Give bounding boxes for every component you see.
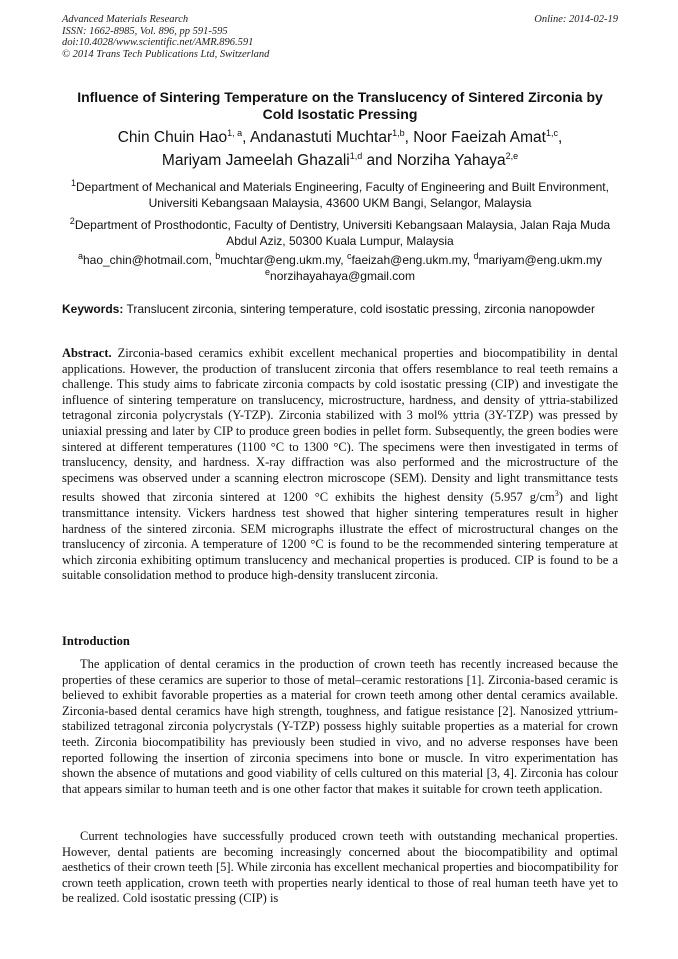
doi-line: doi:10.4028/www.scientific.net/AMR.896.591 <box>62 37 254 48</box>
email-sup: c <box>346 251 352 261</box>
author-name: Noor Faeizah Amat <box>413 129 546 146</box>
keywords-text: Translucent zirconia, sintering temperature, cold isostatic pressing, zirconia nanopowder <box>126 302 595 316</box>
author-name: Andanastuti Muchtar <box>249 129 393 146</box>
issn-line: ISSN: 1662-8985, Vol. 896, pp 591-595 <box>62 25 228 37</box>
copyright-line: © 2014 Trans Tech Publications Ltd, Switzerland <box>62 48 270 60</box>
keywords-label: Keywords: <box>62 302 124 316</box>
email-link[interactable]: faeizah@eng.ukm.my, <box>351 253 471 267</box>
journal-header <box>62 14 618 60</box>
author-name: Norziha Yahaya <box>396 152 506 169</box>
affiliation-number: 2 <box>69 216 75 226</box>
author-affil-sup: 1,c <box>545 127 558 138</box>
and-word: and <box>366 152 393 169</box>
email-sup: a <box>77 251 83 261</box>
paragraph-text: The application of dental ceramics in the production of crown teeth has recently increased because the properties of these ceramics are superior to those of metal–ceramic restorations [1]. Zirconia-based ceramic is believed to exhibit favorable properties as a material for crown teeth among other dental ceramics available. Zirconia-based dental ceramics have high strength, toughness, and fatigue resistance [2]. Nanosized yttrium-stabilized tetragonal zirconia polycrystals (Y-TZP) possess highly suitable properties as a material for crown teeth. Zirconia biocompatibility has previously been studied in vivo, and no adverse responses have been reported following the insertion of zirconia specimens into bone or muscle. In vitro experimentation has shown the absence of mutations and good viability of cells cultured on this material [3, 4]. Zirconia has colour that appears similar to human teeth and is one other factor that makes it suitable for crown teeth application. <box>62 657 618 796</box>
author-name: Chin Chuin Hao <box>117 129 228 146</box>
email-sup: d <box>473 251 479 261</box>
author-affil-sup: 2,e <box>505 150 519 161</box>
paper-title: Influence of Sintering Temperature on the Translucency of Sintered Zirconia by Cold Isostatic Pressing <box>77 89 603 122</box>
abstract-text-cont: ) and light transmittance intensity. Vickers hardness test showed that higher sintering temperatures result in higher hardness of the sintered zirconia. SEM micrographs illustrate the effect of microstructural changes on the translucency of zirconia. A temperature of 1200 °C is found to be the recommended sintering temperature at which zirconia exhibiting optimum translucency and mechanical properties is produced. CIP is found to be a suitable consolidation method to produce high-density translucent zirconia. <box>62 490 618 583</box>
affiliation-number: 1 <box>71 178 77 188</box>
abstract-block <box>62 346 618 584</box>
abstract-label: Abstract. <box>62 346 112 360</box>
email-link[interactable]: muchtar@eng.ukm.my, <box>220 253 344 267</box>
journal-name: Advanced Materials Research <box>62 14 189 25</box>
intro-paragraph-2 <box>62 829 618 907</box>
author-affil-sup: 1, a <box>227 127 243 138</box>
author-affil-sup: 1,b <box>392 127 405 138</box>
section-heading-introduction: Introduction <box>62 634 130 648</box>
affiliation-text: Department of Mechanical and Materials Engineering, Faculty of Engineering and Built Environment, Universiti Kebangsaan Malaysia, 43600 UKM Bangi, Selangor, Malaysia <box>76 180 609 210</box>
email-link[interactable]: norzihayahaya@gmail.com <box>270 268 415 283</box>
paragraph-text: Current technologies have successfully produced crown teeth with outstanding mechanical properties. However, dental patients are becoming increasingly concerned about the biocompatibility and optimal aesthetics of their crown teeth [5]. While zirconia has excellent mechanical properties and biocompatibility for crown teeth application, crown teeth with properties nearly identical to those of real human teeth have yet to be realized. Cold isostatic pressing (CIP) is <box>62 829 618 906</box>
email-sup: b <box>215 251 221 261</box>
author-name: Mariyam Jameelah Ghazali <box>161 152 350 169</box>
author-list: Chin Chuin Hao$^{1, a}$, Andanastuti Muchtar$^{1,b}$, Noor Faeizah Amat$^{1,c}$, Mariyam Jameelah Ghazali$^{1,d}$ and Norziha Yahaya$^{2,e}$ <box>117 127 563 169</box>
affiliation-2 <box>62 218 618 249</box>
email-list <box>62 253 618 284</box>
affiliation-text: Department of Prosthodontic, Faculty of Dentistry, Universiti Kebangsaan Malaysia, Jalan Raja Muda Abdul Aziz, 50300 Kuala Lumpur, Malaysia <box>74 218 611 248</box>
online-date: Online: 2014-02-19 <box>534 14 618 25</box>
keywords-block <box>62 302 618 318</box>
email-link[interactable]: hao_chin@hotmail.com, <box>82 253 212 267</box>
abstract-text: Zirconia-based ceramics exhibit excellent mechanical properties and biocompatibility in dental applications. However, the production of translucent zirconia that offers resemblance to real teeth remains a challenge. This study aims to fabricate zirconia compacts by cold isostatic pressing (CIP) and investigate the influence of sintering temperature on translucency, microstructure, hardness, and density of yttria-stabilized tetragonal zirconia polycrystals (Y-TZP). Zirconia stabilized with 3 mol% yttria (3Y-TZP) was pressed by uniaxial pressing and later by CIP to produce green bodies in pellet form. Subsequently, the green bodies were sintered at different temperatures (1100 °C to 1300 °C). The specimens were then investigated in terms of translucency, density, and hardness. X-ray diffraction was also performed and the microstructure of the specimens was observed under a scanning electron microscope (SEM). Density and light transmittance tests results showed that zirconia sintered at 1200 °C exhibits the highest density (5.957 g/cm <box>62 346 618 505</box>
intro-paragraph-1 <box>62 657 618 797</box>
email-link[interactable]: mariyam@eng.ukm.my <box>478 253 603 267</box>
affiliation-1 <box>62 180 618 211</box>
email-sup: e <box>265 266 271 277</box>
author-affil-sup: 1,d <box>349 150 363 161</box>
superscript: 3 <box>554 489 559 499</box>
